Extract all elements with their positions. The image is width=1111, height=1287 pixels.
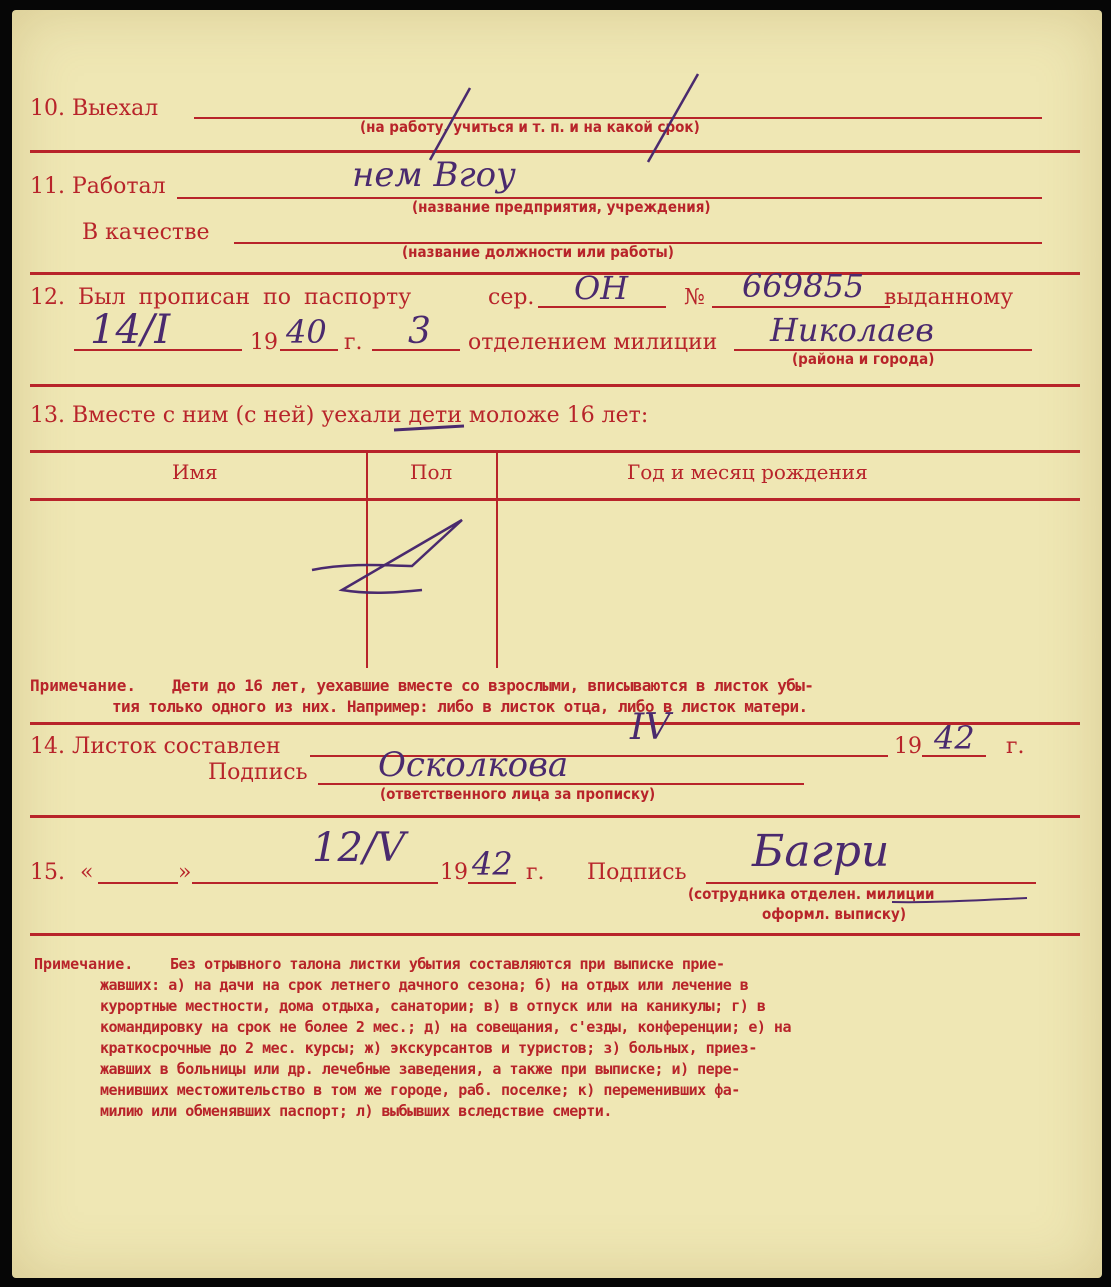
item15-year-value: 42 (472, 845, 513, 883)
item12-date-value: 14/I (90, 307, 171, 353)
item11-role-label: В качестве (82, 220, 210, 245)
item10-caption: (на работу, учиться и т. п. и на какой срок) (360, 118, 700, 136)
strike-slash-icon (430, 88, 470, 160)
item11-role-caption: (название должности или работы) (402, 243, 674, 261)
item12-year-prefix: 19 (250, 330, 278, 355)
item15-caption1: (сотрудника отделен. милиции (688, 885, 935, 903)
item12-dept-value: 3 (408, 311, 431, 352)
note2-line3: курортные местности, дома отдыха, санатории; в) в отпуск или на каникулы; г) в (100, 997, 766, 1015)
item14-year-prefix: 19 (894, 734, 922, 759)
item12-caption: (района и города) (792, 350, 935, 368)
item15-quote-close: » (178, 860, 192, 885)
note2-title: Примечание. (34, 955, 134, 973)
item14-year-suffix: г. (1006, 734, 1025, 759)
item15-caption2: оформл. выписку) (762, 905, 906, 923)
note1-line1: Дети до 16 лет, уехавшие вместе со взрослыми, вписываются в листок убы- (172, 676, 814, 695)
z-cancel-mark-icon (312, 520, 462, 593)
table-header-sex: Пол (410, 460, 453, 484)
item15-label: 15. (30, 860, 65, 885)
note2-line7: менивших местожительство в том же городе, раб. поселке; к) переменивших фа- (100, 1081, 740, 1099)
note2-line8: милию или обменявших паспорт; л) выбывших вследствие смерти. (100, 1102, 612, 1120)
item15-quote-open: « (80, 860, 94, 885)
handwritten-strike-marks (12, 10, 1102, 1278)
item12-num-label: № (684, 285, 705, 310)
item15-sign-value: Багри (752, 826, 890, 877)
item12-year-suffix: г. (344, 330, 363, 355)
item14-month-value: IV (630, 707, 671, 748)
item15-year-prefix: 19 (440, 860, 468, 885)
item12-ser-label: сер. (488, 285, 535, 310)
item12-year-value: 40 (286, 313, 327, 351)
item14-caption: (ответственного лица за прописку) (380, 785, 656, 803)
note1-title: Примечание. (30, 676, 136, 695)
item12-issued-label: выданному (884, 285, 1014, 310)
item15-sign-label: Подпись (587, 860, 687, 885)
strike-slash-icon (648, 74, 698, 162)
note2-line5: краткосрочные до 2 мес. курсы; ж) экскурсантов и туристов; з) больных, приез- (100, 1039, 757, 1057)
note2-line1: Без отрывного талона листки убытия составляются при выписке прие- (170, 955, 725, 973)
item12-dept-label: отделением милиции (468, 330, 718, 355)
table-header-name: Имя (172, 460, 218, 484)
item14-year-value: 42 (934, 719, 975, 757)
note2-line2: жавших: а) на дачи на срок летнего дачного сезона; б) на отдых или лечение в (100, 976, 749, 994)
item14-sign-label: Подпись (208, 760, 308, 785)
item11-label: 11. Работал (30, 174, 166, 199)
strike-line-icon (394, 426, 464, 430)
item12-label: 12. Был прописан по паспорту (30, 285, 412, 310)
note2-line4: командировку на срок не более 2 мес.; д) на совещания, с'езды, конференции; е) на (100, 1018, 791, 1036)
item12-ser-value: ОН (574, 269, 629, 307)
note1-line2: тия только одного из них. Например: либо в листок отца, либо в листок матери. (112, 697, 808, 716)
item13-label: 13. Вместе с ним (с ней) уехали дети моложе 16 лет: (30, 403, 649, 428)
note2-line6: жавших в больницы или др. лечебные заведения, а также при выписке; и) пере- (100, 1060, 740, 1078)
strike-line-icon (892, 898, 1027, 902)
item10-label: 10. Выехал (30, 96, 159, 121)
item11-handwriting: нем Вгоу (352, 155, 516, 195)
item12-num-value: 669855 (742, 267, 865, 305)
table-header-birth: Год и месяц рождения (627, 460, 868, 484)
item15-date-value: 12/V (312, 825, 406, 871)
item14-sign-value: Осколкова (378, 745, 569, 785)
item11-caption: (название предприятия, учреждения) (412, 198, 711, 216)
document-sheet (12, 10, 1102, 1278)
item12-city-value: Николаев (770, 311, 934, 349)
item14-label: 14. Листок составлен (30, 734, 281, 759)
item15-year-suffix: г. (526, 860, 545, 885)
